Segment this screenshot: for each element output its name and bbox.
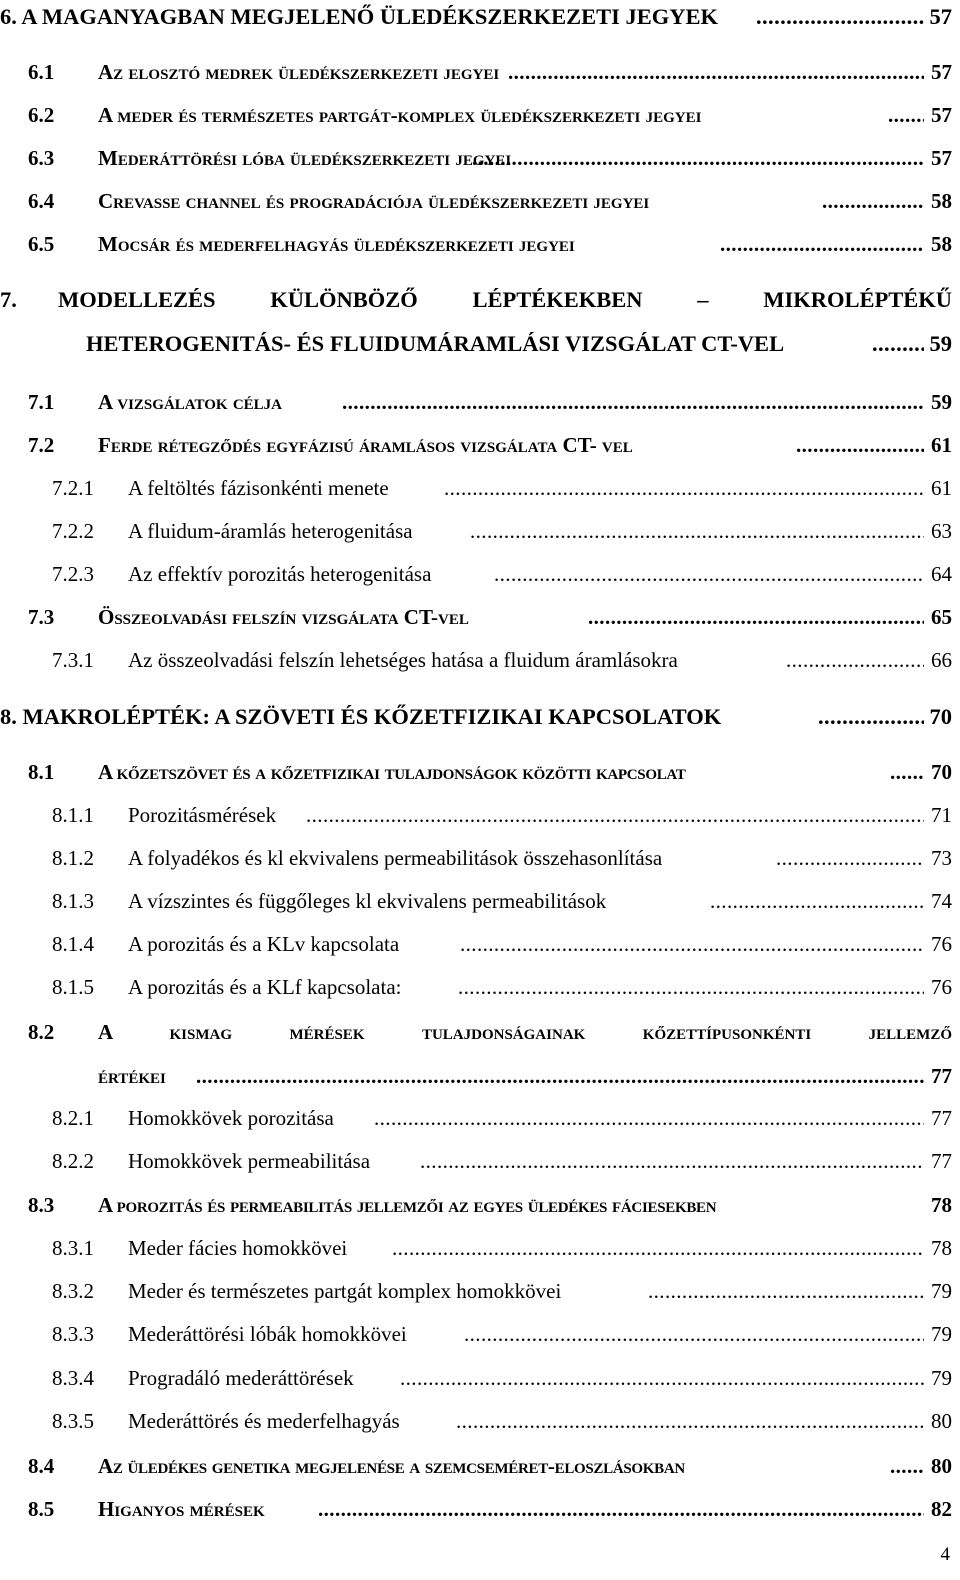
toc-section-8-4[interactable] (0, 1454, 960, 1484)
page-number: 4 (940, 1544, 950, 1565)
toc-num: 8.1.5 (52, 975, 94, 999)
toc-num: 6.3 (28, 146, 55, 170)
toc-leader (318, 1497, 924, 1522)
toc-leader (464, 1322, 924, 1347)
toc-title: Ferde rétegződés egyfázisú áramlásos vizsgálata CT- vel (98, 433, 633, 457)
toc-title: Progradáló mederáttörések (128, 1366, 354, 1390)
toc-title-line2: értékei (98, 1064, 166, 1088)
toc-page: 77 (931, 1064, 952, 1088)
toc-subsection-8-1-1[interactable] (0, 803, 960, 833)
toc-section-6-3[interactable] (0, 146, 960, 176)
toc-title: 8. MAKROLÉPTÉK: A SZÖVETI ÉS KŐZETFIZIKAI KAPCSOLATOK (0, 704, 722, 729)
toc-leader (420, 1149, 924, 1174)
toc-num: 7. (0, 287, 17, 312)
toc-num: 8.1.3 (52, 889, 94, 913)
toc-num: 8.3 (28, 1193, 55, 1217)
toc-num: 6.4 (28, 189, 55, 213)
toc-subsection-8-1-5[interactable] (0, 975, 960, 1005)
toc-leader (796, 433, 924, 458)
toc-num: 8.3.2 (52, 1279, 94, 1303)
toc-leader (306, 803, 924, 828)
toc-num: 6.2 (28, 103, 55, 127)
toc-section-7-2[interactable] (0, 433, 960, 463)
toc-page: 80 (931, 1409, 952, 1433)
toc-num: 8.1 (28, 760, 55, 784)
toc-title: Crevasse channel és progradációja üledékszerkezeti jegyei (98, 189, 650, 213)
toc-num: 7.3 (28, 605, 55, 629)
toc-subsection-8-1-4[interactable] (0, 932, 960, 962)
toc-leader (872, 331, 924, 357)
toc-num: 8.4 (28, 1454, 55, 1478)
toc-subsection-8-2-2[interactable] (0, 1149, 960, 1179)
toc-page: 59 (929, 331, 952, 356)
toc-page: 73 (931, 846, 952, 870)
toc-title: Homokkövek permeabilitása (128, 1149, 371, 1173)
toc-title: Mederáttörési lóbák homokkövei (128, 1322, 407, 1346)
toc-title: A vizsgálatok célja (98, 390, 282, 414)
toc-subsection-8-2-1[interactable] (0, 1106, 960, 1136)
toc-chapter-7[interactable] (0, 287, 960, 367)
toc-leader (470, 519, 924, 544)
toc-leader (494, 562, 924, 587)
toc-chapter-6[interactable] (0, 4, 960, 34)
toc-num: 8.2.1 (52, 1106, 94, 1130)
toc-page: 74 (931, 889, 952, 913)
toc-leader (472, 146, 924, 171)
toc-title: Porozitásmérések (128, 803, 277, 827)
toc-leader (890, 760, 924, 785)
toc-page: 64 (931, 562, 952, 586)
toc-num: 8.2 (28, 1020, 55, 1044)
toc-subsection-8-3-3[interactable] (0, 1322, 960, 1352)
toc-section-8-2[interactable] (0, 1020, 960, 1100)
toc-subsection-8-3-1[interactable] (0, 1236, 960, 1266)
toc-page: 77 (931, 1149, 952, 1173)
toc-title: Összeolvadási felszín vizsgálata CT-vel (98, 605, 469, 629)
toc-subsection-8-1-3[interactable] (0, 889, 960, 919)
toc-leader (456, 1409, 924, 1434)
toc-num: 8.5 (28, 1497, 55, 1521)
toc-subsection-8-3-2[interactable] (0, 1279, 960, 1309)
toc-title: A kőzetszövet és a kőzetfizikai tulajdonságok közötti kapcsolat (98, 760, 686, 784)
toc-subsection-7-2-2[interactable] (0, 519, 960, 549)
toc-leader (392, 1236, 924, 1261)
toc-leader (710, 889, 924, 914)
toc-page: 57 (931, 146, 952, 170)
toc-num: 6.5 (28, 232, 55, 256)
toc-num: 7.2.2 (52, 519, 94, 543)
toc-page: 61 (931, 476, 952, 500)
toc-page: 80 (931, 1454, 952, 1478)
toc-leader (822, 189, 924, 214)
toc-title: A feltöltés fázisonkénti menete (128, 476, 389, 500)
toc-num: 7.2 (28, 433, 55, 457)
toc-title: A folyadékos és kl ekvivalens permeabilitások összehasonlítása (128, 846, 663, 870)
toc-page: 82 (931, 1497, 952, 1521)
toc-leader (460, 932, 924, 957)
toc-subsection-7-2-1[interactable] (0, 476, 960, 506)
toc-title: A meder és természetes partgát-komplex üledékszerkezeti jegyei (98, 103, 702, 127)
toc-page: 57 (931, 103, 952, 127)
toc-title: Meder és természetes partgát komplex homokkövei (128, 1279, 562, 1303)
toc-title-line2: HETEROGENITÁS- ÉS FLUIDUMÁRAMLÁSI VIZSGÁLAT CT-VEL (86, 331, 785, 356)
toc-page: 78 (931, 1236, 952, 1260)
toc-leader (458, 975, 924, 1000)
toc-page: 58 (931, 232, 952, 256)
toc-section-7-3[interactable] (0, 605, 960, 635)
toc-title: Az összeolvadási felszín lehetséges hatása a fluidum áramlásokra (128, 648, 678, 672)
toc-title: Meder fácies homokkövei (128, 1236, 348, 1260)
toc-title: A porozitás és permeabilitás jellemzői az egyes üledékes fáciesekben (98, 1193, 717, 1217)
toc-title: Higanyos mérések (98, 1497, 265, 1521)
toc-leader (786, 648, 924, 673)
toc-page: 76 (931, 975, 952, 999)
toc-title: A porozitás és a KLf kapcsolata: (128, 975, 402, 999)
toc-title: Az effektív porozitás heterogenitása (128, 562, 432, 586)
toc-num: 7.2.3 (52, 562, 94, 586)
toc-page: 77 (931, 1106, 952, 1130)
toc-num: 8.1.2 (52, 846, 94, 870)
toc-section-6-4[interactable] (0, 189, 960, 219)
toc-page: 70 (931, 760, 952, 784)
toc-num: 8.1.1 (52, 803, 94, 827)
toc-num: 8.1.4 (52, 932, 94, 956)
toc-leader (888, 103, 924, 128)
toc-leader (374, 1106, 924, 1131)
toc-title: Az elosztó medrek üledékszerkezeti jegyei (98, 60, 500, 84)
toc-title: Mederáttörés és mederfelhagyás (128, 1409, 400, 1433)
toc-num: 8.3.1 (52, 1236, 94, 1260)
toc-page: 78 (931, 1193, 952, 1217)
toc-leader (588, 605, 924, 630)
toc-leader (196, 1064, 924, 1089)
toc-title: Homokkövek porozitása (128, 1106, 334, 1130)
toc-section-7-1[interactable] (0, 390, 960, 420)
toc-title: 6. A MAGANYAGBAN MEGJELENŐ ÜLEDÉKSZERKEZETI JEGYEK (0, 4, 719, 29)
toc-page: 66 (931, 648, 952, 672)
toc-title: A fluidum-áramlás heterogenitása (128, 519, 413, 543)
toc-num: 7.1 (28, 390, 55, 414)
toc-title: Az üledékes genetika megjelenése a szemcseméret-eloszlásokban (98, 1454, 685, 1478)
toc-num: 6.1 (28, 60, 55, 84)
toc-subsection-7-2-3[interactable] (0, 562, 960, 592)
toc-leader (756, 4, 924, 30)
toc-leader (890, 1454, 924, 1479)
toc-leader (818, 704, 924, 730)
toc-leader (444, 476, 924, 501)
toc-num: 8.3.4 (52, 1366, 94, 1390)
toc-section-6-5[interactable] (0, 232, 960, 262)
toc-leader (508, 60, 924, 85)
toc-section-8-1[interactable] (0, 760, 960, 790)
toc-title: Mederáttörési lóba üledékszerkezeti jegyei (98, 146, 512, 170)
toc-section-8-3[interactable] (0, 1193, 960, 1223)
toc-num: 8.3.5 (52, 1409, 94, 1433)
toc-subsection-8-3-5[interactable] (0, 1409, 960, 1439)
toc-subsection-8-1-2[interactable] (0, 846, 960, 876)
toc-page: 76 (931, 932, 952, 956)
toc-page: 57 (929, 4, 952, 29)
toc-page: 63 (931, 519, 952, 543)
toc-num: 7.2.1 (52, 476, 94, 500)
toc-leader (720, 232, 924, 257)
toc-leader (648, 1279, 924, 1304)
toc-num: 8.2.2 (52, 1149, 94, 1173)
toc-title: A porozitás és a KLv kapcsolata (128, 932, 400, 956)
toc-chapter-8[interactable] (0, 704, 960, 734)
toc-page: 59 (931, 390, 952, 414)
toc-title-line1: MODELLEZÉS KÜLÖNBÖZŐ LÉPTÉKEKBEN – MIKROLÉPTÉKŰ (58, 287, 952, 312)
toc-subsection-8-3-4[interactable] (0, 1366, 960, 1396)
toc-page: 58 (931, 189, 952, 213)
toc-page: 79 (931, 1322, 952, 1346)
toc-section-6-1[interactable] (0, 60, 960, 90)
toc-leader (400, 1366, 924, 1391)
toc-leader (342, 390, 924, 415)
toc-page: 65 (931, 605, 952, 629)
toc-leader (776, 846, 924, 871)
toc-page: 79 (931, 1366, 952, 1390)
toc-page: 79 (931, 1279, 952, 1303)
toc-section-8-5[interactable] (0, 1497, 960, 1527)
toc-num: 7.3.1 (52, 648, 94, 672)
toc-page: 71 (931, 803, 952, 827)
toc-title: Mocsár és mederfelhagyás üledékszerkezeti jegyei (98, 232, 575, 256)
toc-title: A vízszintes és függőleges kl ekvivalens permeabilitások (128, 889, 607, 913)
toc-page: 61 (931, 433, 952, 457)
toc-num: 8.3.3 (52, 1322, 94, 1346)
toc-page: 70 (929, 704, 952, 729)
toc-page: 57 (931, 60, 952, 84)
toc-section-6-2[interactable] (0, 103, 960, 133)
toc-subsection-7-3-1[interactable] (0, 648, 960, 678)
toc-title-line1: A kismag mérések tulajdonságainak kőzettípusonkénti jellemző (98, 1020, 952, 1044)
